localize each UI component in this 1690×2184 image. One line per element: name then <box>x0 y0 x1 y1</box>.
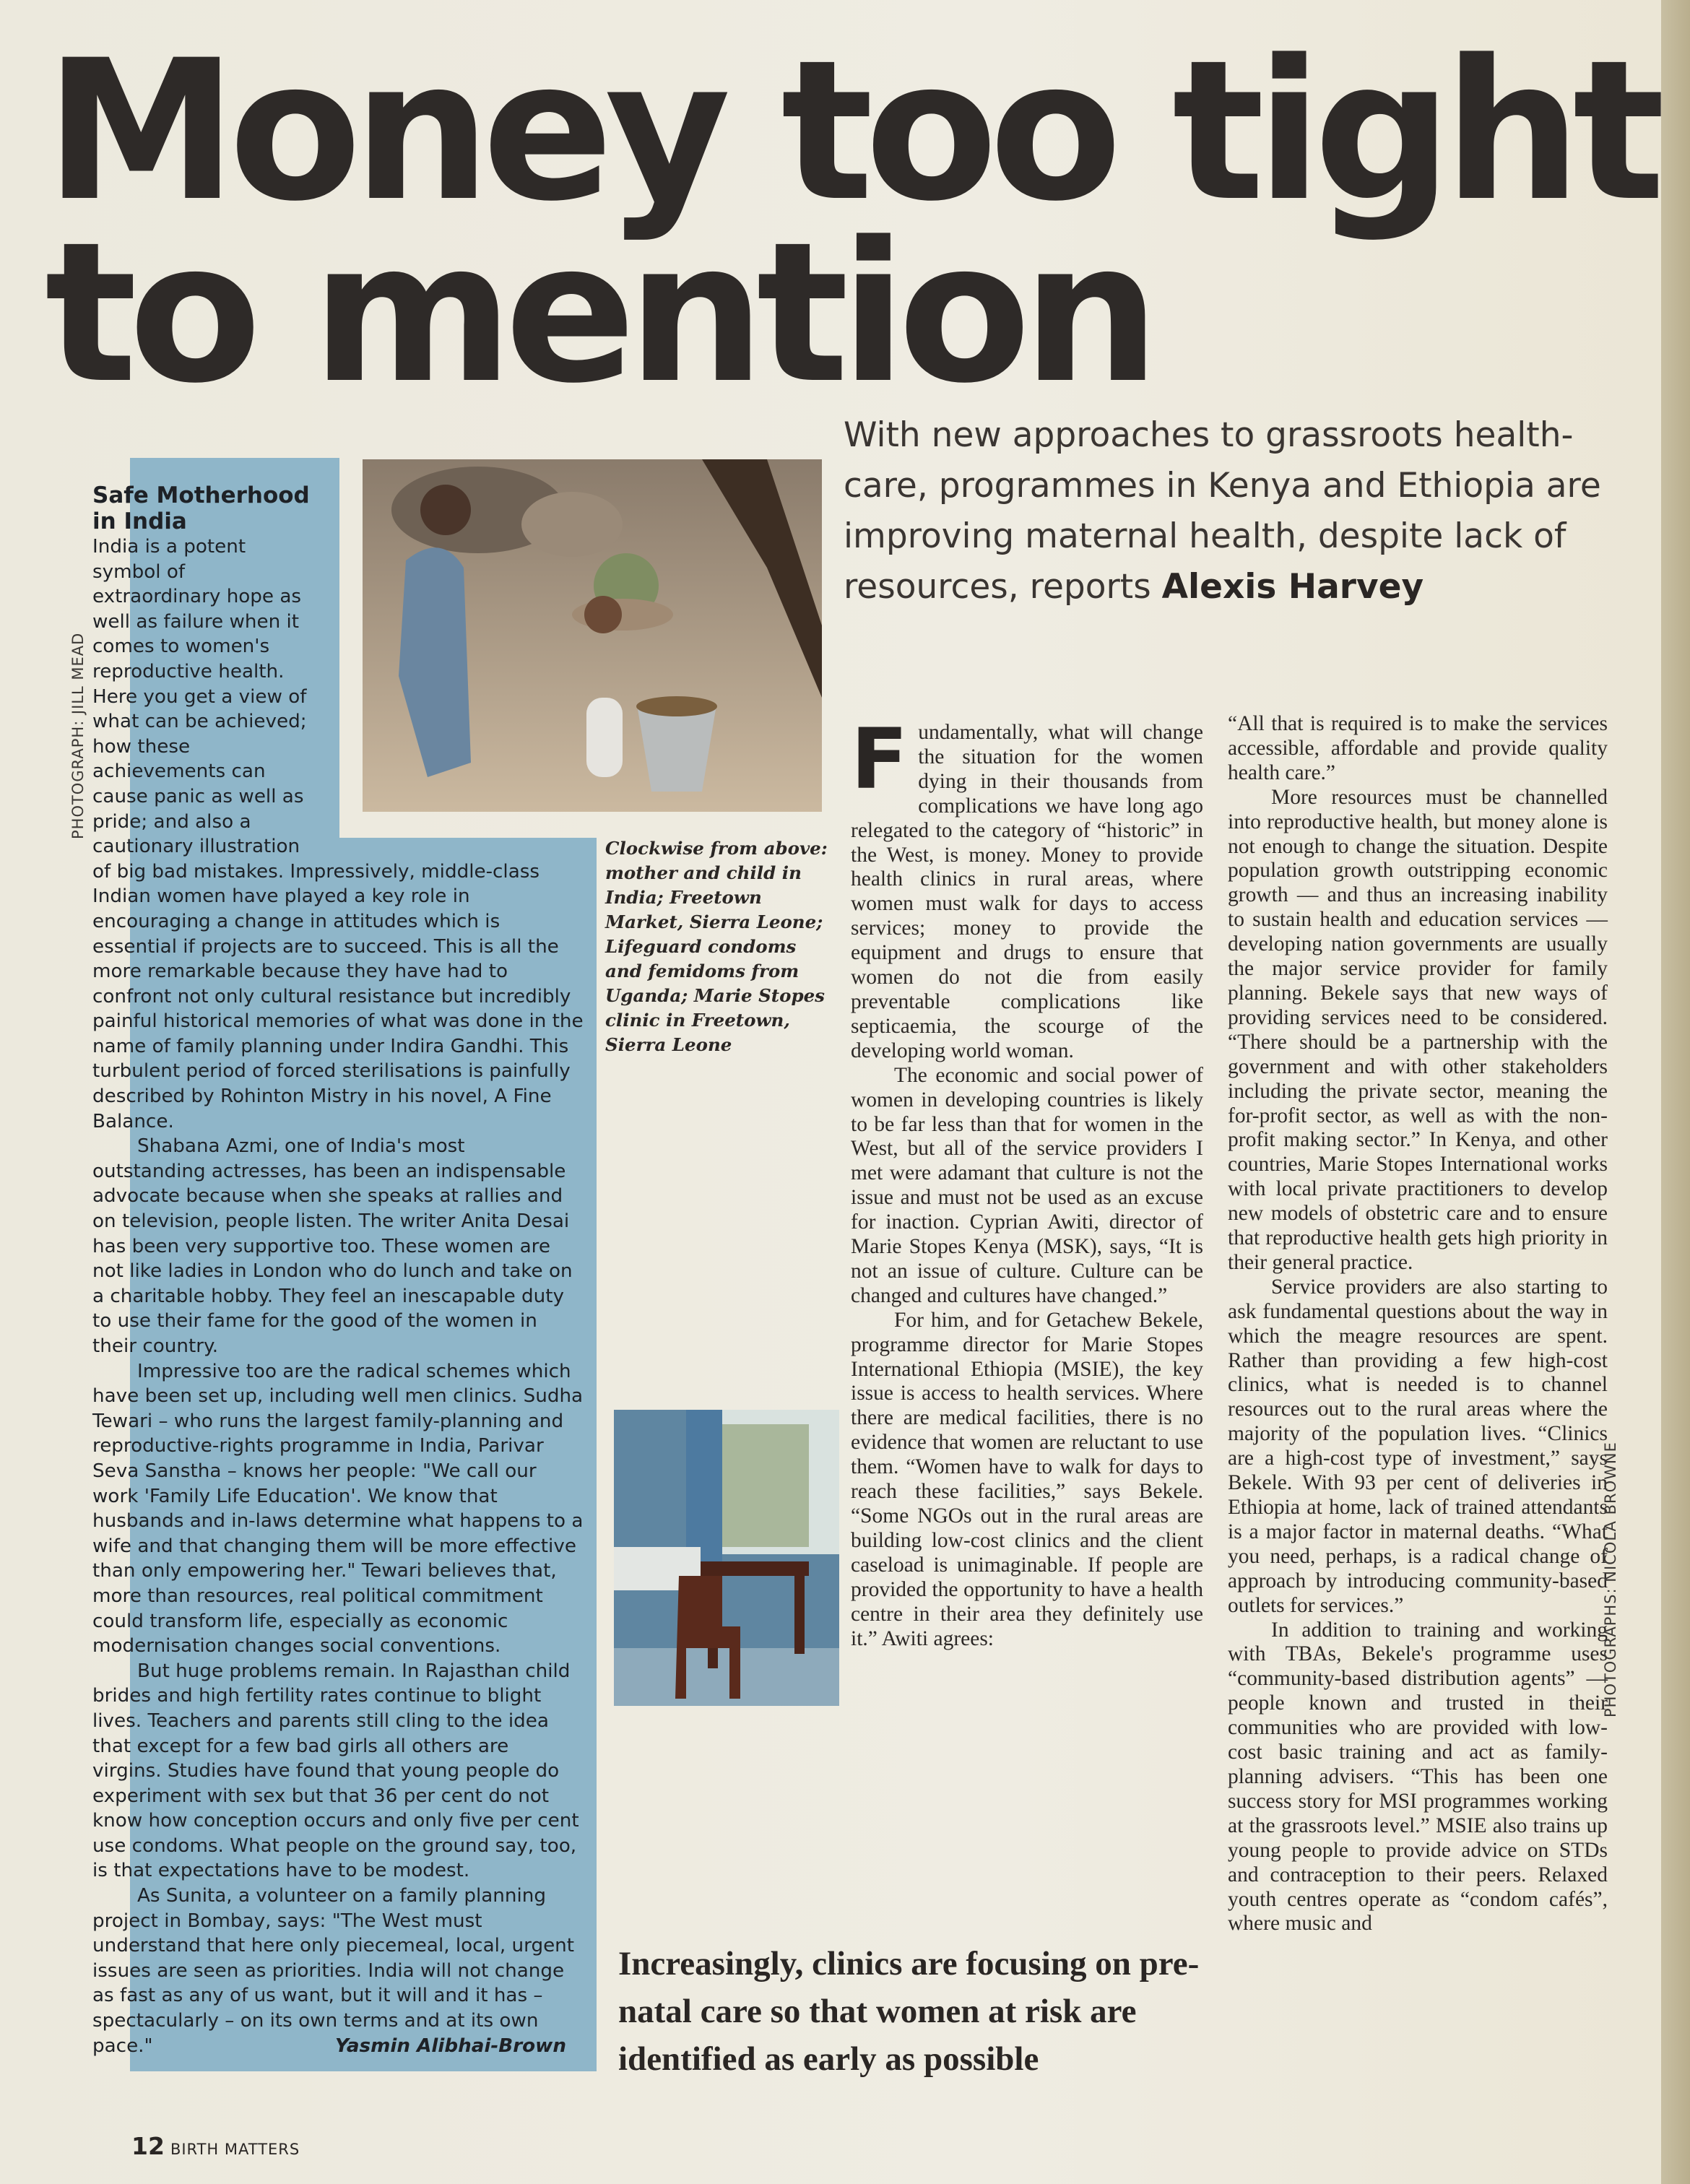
article-paragraph: “All that is required is to make the services accessible, affordable and provide quality health care.” <box>1228 712 1608 784</box>
photo-credit-2: PHOTOGRAPHS: NICOLA BROWNE <box>1602 1442 1619 1717</box>
photo-credit-1: PHOTOGRAPH: JILL MEAD <box>69 632 87 839</box>
sidebar-paragraph: But huge problems remain. In Rajasthan child brides and high fertility rates continue to blight lives. Teachers and parents still cling to the idea that except for a few bad girls all others are virgins. Studies have found that young people do experiment with sex but that 36 per cent do not know how conception occurs and only five per cent use condoms. What people on the ground say, too, is that expectations have to be modest. <box>92 1660 579 1882</box>
article-paragraph: In addition to training and working with TBAs, Bekele's programme uses “community-based distribution agents” — people known and trusted in their communities who are provided with low-cost basic training and act as family-planning advisers. “This has been one success story for MSI programmes working at the grassroots level.” MSIE also trains up young people to provide advice on STDs and contraception to their peers. Relaxed youth centres operate as “condom cafés”, where music and <box>1228 1618 1608 1936</box>
standfirst-text: With new approaches to grassroots health-care, programmes in Kenya and Ethiopia are improving maternal health, despite lack of resources, reports <box>844 415 1601 607</box>
sidebar-paragraph: India is a potent symbol of extraordinary hope as well as failure when it comes to women's reproductive health. Here you get a view of what can be achieved; how these achievements can cause panic as well as pride; and also a cautionary illustration of big bad mistakes. Impressively, middle-class Indian women have played a key role in encouraging a change in attitudes which is essential if projects are to succeed. This is all the more remarkable because they have had to confront not only cultural resistance but incredibly painful historical memories of what was done in the name of family planning under Indira Gandhi. This turbulent period of forced sterilisations is painfully described by Rohinton Mistry in his novel, A Fine Balance. <box>92 536 584 1132</box>
sidebar-paragraph: Impressive too are the radical schemes which have been set up, including well men clinics. Sudha Tewari – who runs the largest family-planning and reproductive-rights programme in India, Parivar Seva Sanstha – knows her people: "We call our work 'Family Life Education'. We know that husbands and in-laws determine what happens to a wife and that changing them will be more effective than only empowering her." Tewari believes that, more than resources, real political commitment could transform life, especially as economic modernisation changes social conventions. <box>92 1360 584 1658</box>
drop-cap: F <box>851 711 909 808</box>
article-paragraph: For him, and for Getachew Bekele, programme director for Marie Stopes International Ethiopia (MSIE), the key issue is access to health services. Where there are medical facilities, there is no evidence that women are reluctant to use them. “Women have to walk for days to reach these facilities,” says Bekele. “Some NGOs out in the rural areas are building low-cost clinics and the client caseload is unimaginable. If people are provided the opportunity to have a health centre in their area they definitely use it.” Awiti agrees: <box>851 1308 1203 1650</box>
page-spine-edge <box>1661 0 1690 2184</box>
pull-quote: Increasingly, clinics are focusing on pre-natal care so that women at risk are identified as early as possible <box>618 1945 1200 2078</box>
headline-line-1: Money too tight <box>45 19 1657 244</box>
standfirst <box>844 410 1631 612</box>
article-paragraph: More resources must be channelled into reproductive health, but money alone is not enough to change the situation. Despite population growth outstripping economic growth — and thus an increasing inability to sustain health and education services — developing nation governments are usually the major service provider for family planning. Bekele says that new ways of providing services need to be considered. “There should be a partnership with the government and with other stakeholders including the private sector, meaning the for-profit sector, as well as with the non-profit making sector.” In Kenya, and other countries, Marie Stopes International works with local private practitioners to develop new models of obstetric care and to ensure that reproductive health gets high priority in their general practice. <box>1228 785 1608 1274</box>
photo-caption: Clockwise from above: mother and child in India; Freetown Market, Sierra Leone; Lifeguard condoms and femidoms from Uganda; Marie Stopes clinic in Freetown, Sierra Leone <box>605 838 828 1055</box>
article-column-2 <box>1228 712 1608 1936</box>
magazine-name: BIRTH MATTERS <box>170 2141 300 2158</box>
article-paragraph: undamentally, what will change the situation for the women dying in their thousands from complications we have long ago relegated to the category of “historic” in the West, is money. Money to provide health clinics in rural areas, where women must walk for days to access services; money to provide the equipment and drugs to ensure that women do not die from easily preventable complications like septicaemia, the scourge of the developing world woman. <box>851 721 1203 1062</box>
article-paragraph: The economic and social power of women in developing countries is likely to be far less than that for women in the West, but all of the service providers I met were adamant that culture is not the issue and must not be used as an excuse for inaction. Cyprian Awiti, director of Marie Stopes Kenya (MSK), says, “It is not an issue of culture. Culture can be changed and cultures have changed.” <box>851 1063 1203 1307</box>
sidebar-title: Safe Motherhood in India <box>92 482 310 534</box>
page-folio <box>131 2132 300 2160</box>
article-column-1 <box>851 711 1203 1651</box>
sidebar-signature: Yasmin Alibhai-Brown <box>335 2034 566 2057</box>
photo-clinic-room <box>614 1410 839 1706</box>
photo-mother-and-child <box>363 459 822 812</box>
article-paragraph: Service providers are also starting to ask fundamental questions about the way in which the meagre resources are spent. Rather than providing a few high-cost clinics, what is needed is to channel resources out to the rural areas where the majority of the population lives. “Clinics are a high-cost type of investment,” says Bekele. With 93 per cent of deliveries in Ethiopia at home, lack of trained attendants is a major factor in maternal deaths. “What you need, perhaps, is a radical change of approach by introducing community-based outlets for services.” <box>1228 1275 1608 1617</box>
author-name: Alexis Harvey <box>1161 567 1424 607</box>
sidebar-paragraph: As Sunita, a volunteer on a family planning project in Bombay, says: "The West must understand that here only piecemeal, local, urgent issues are seen as priorities. India will not change as fast as any of us want, but it will and it has – spectacularly – on its own terms and at its own pace." <box>92 1885 575 2057</box>
page-number: 12 <box>131 2132 165 2160</box>
headline-line-2: to mention <box>45 201 1152 426</box>
sidebar-paragraph: Shabana Azmi, one of India's most outstanding actresses, has been an indispensable advocate because when she speaks at rallies and on television, people listen. The writer Anita Desai has been very supportive too. These women are not like ladies in London who do lunch and take on a charitable hobby. They feel an inescapable duty to use their fame for the good of the women in their country. <box>92 1135 573 1357</box>
